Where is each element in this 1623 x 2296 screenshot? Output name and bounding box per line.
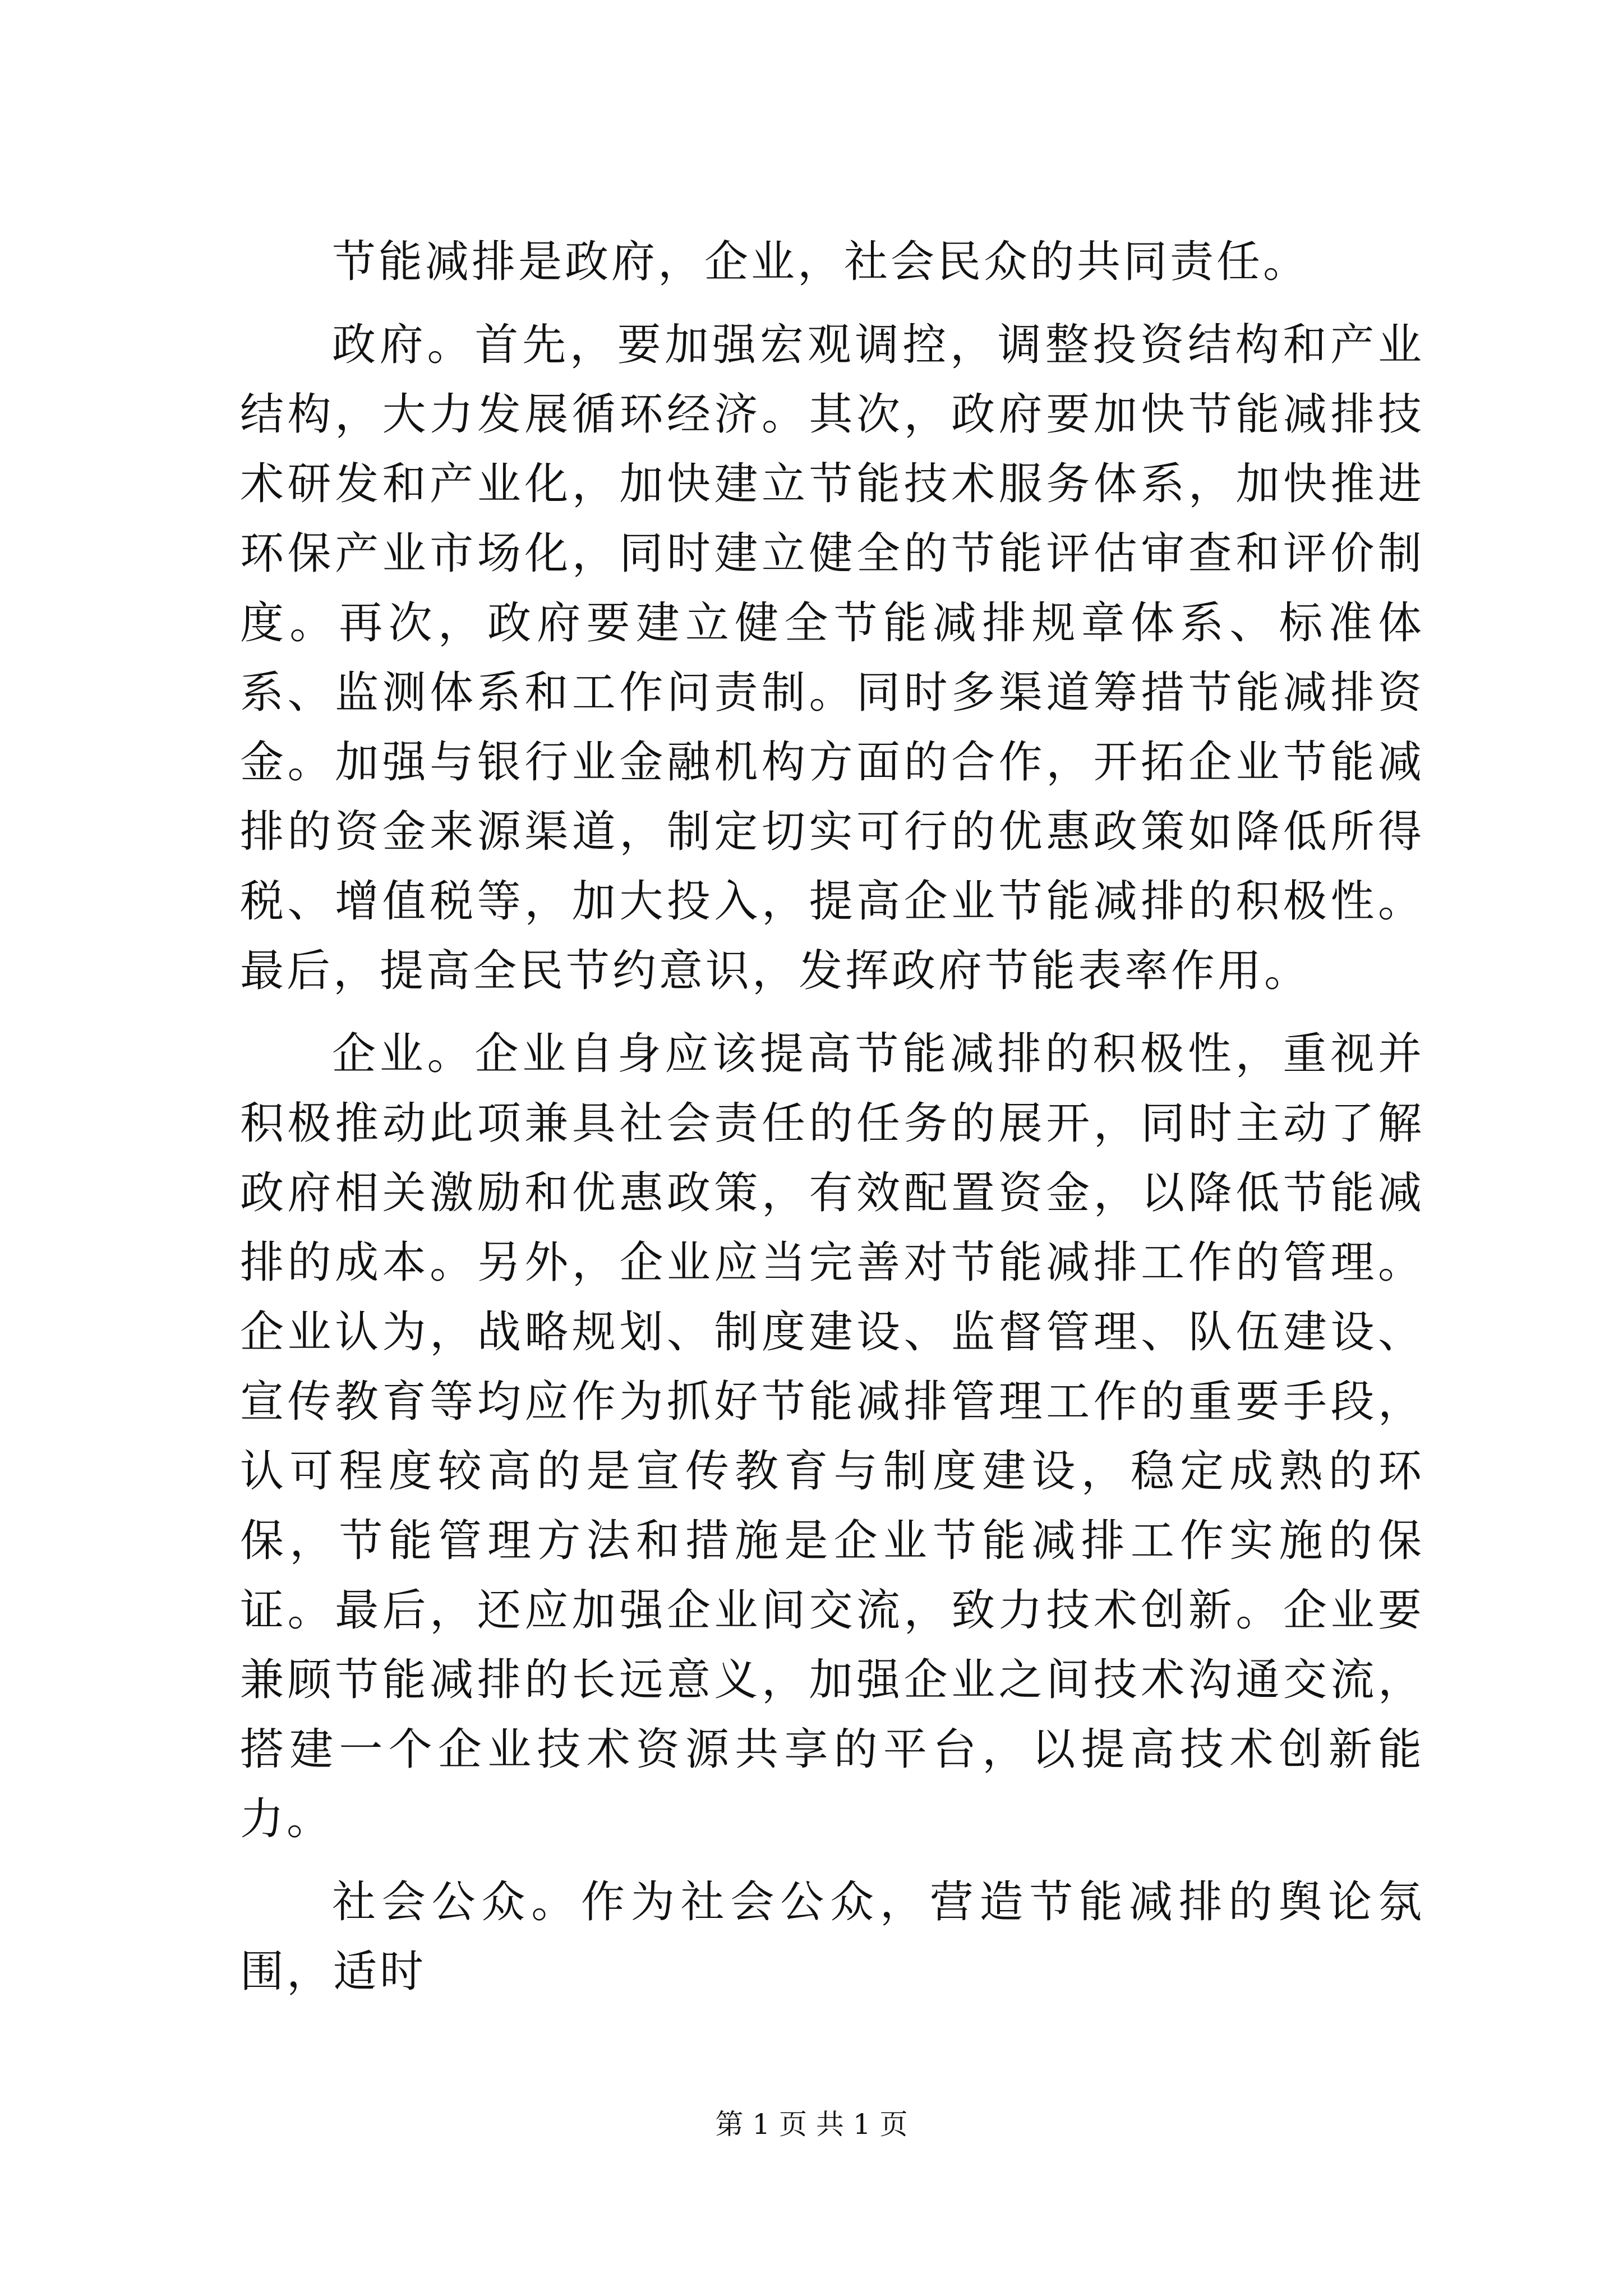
paragraph-public: 社会公众。作为社会公众，营造节能减排的舆论氛围，适时 bbox=[240, 1877, 1424, 1997]
paragraph-enterprise: 企业。企业自身应该提高节能减排的积极性，重视并积极推动此项兼具社会责任的任务的展开，同时主动了解政府相关激励和优惠政策，有效配置资金，以降低节能减排的成本。另外，企业应当完善对节能减排工作的管理。企业认为，战略规划、制度建设、监督管理、队伍建设、宣传教育等均应作为抓好节能减排管理工作的重要手段，认可程度较高的是宣传教育与制度建设，稳定成熟的环保，节能管理方法和措施是企业节能减排工作实施的保证。最后，还应加强企业间交流，致力技术创新。企业要兼顾节能减排的长远意义，加强企业之间技术沟通交流，搭建一个企业技术资源共享的平台，以提高技术创新能力。 bbox=[240, 1029, 1424, 1844]
page-footer bbox=[0, 2105, 1623, 2144]
page-number-label: 第 1 页 共 1 页 bbox=[715, 2108, 908, 2141]
paragraph-government: 政府。首先，要加强宏观调控，调整投资结构和产业结构，大力发展循环经济。其次，政府要加快节能减排技术研发和产业化，加快建立节能技术服务体系，加快推进环保产业市场化，同时建立健全的节能评估审查和评价制度。再次，政府要建立健全节能减排规章体系、标准体系、监测体系和工作问责制。同时多渠道筹措节能减排资金。加强与银行业金融机构方面的合作，开拓企业节能减排的资金来源渠道，制定切实可行的优惠政策如降低所得税、增值税等，加大投入，提高企业节能减排的积极性。最后，提高全民节约意识，发挥政府节能表率作用。 bbox=[240, 320, 1424, 996]
document-body bbox=[240, 227, 1424, 2020]
paragraph-intro: 节能减排是政府，企业，社会民众的共同责任。 bbox=[332, 237, 1310, 287]
